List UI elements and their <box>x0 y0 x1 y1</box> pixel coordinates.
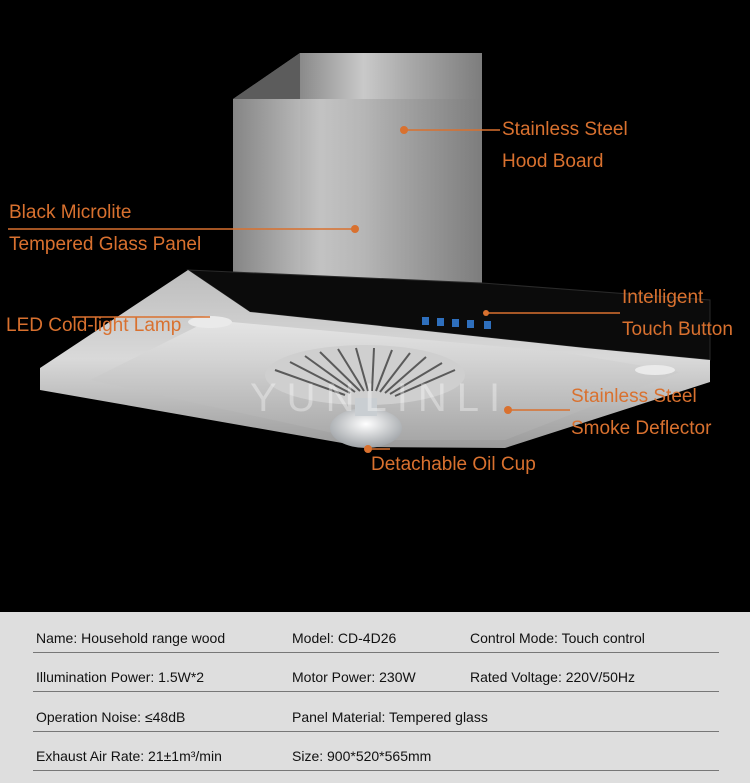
spec-cell: Model: CD-4D26 <box>292 630 397 646</box>
callout-line: Stainless Steel <box>571 386 697 407</box>
brand-watermark: YUNLINLI <box>250 376 511 420</box>
spec-cell: Exhaust Air Rate: 21±1m³/min <box>36 748 222 764</box>
callout-line: Hood Board <box>502 151 604 172</box>
callout-led-lamp: LED Cold-light Lamp <box>6 315 182 336</box>
callout-oil-cup: Detachable Oil Cup <box>371 454 536 475</box>
spec-row <box>33 742 719 771</box>
spec-cell: Illumination Power: 1.5W*2 <box>36 669 205 685</box>
spec-table <box>0 612 750 783</box>
led-lamp-right <box>635 365 675 375</box>
callout-line: Touch Button <box>622 319 733 340</box>
callout-touch-button <box>622 282 733 346</box>
spec-cell: Size: 900*520*565mm <box>292 748 432 764</box>
spec-cell: Operation Noise: ≤48dB <box>36 709 186 725</box>
spec-cell: Panel Material: Tempered glass <box>292 709 488 725</box>
spec-cell: Motor Power: 230W <box>292 669 416 685</box>
callout-line: Black Microlite <box>9 202 132 223</box>
spec-cell: Control Mode: Touch control <box>470 630 645 646</box>
spec-row <box>33 703 719 732</box>
led-lamp-left <box>188 316 232 328</box>
spec-cell: Rated Voltage: 220V/50Hz <box>470 669 636 685</box>
callout-smoke-deflector <box>571 381 711 445</box>
callout-line: Stainless Steel <box>502 119 628 140</box>
callout-line: Intelligent <box>622 287 704 308</box>
callout-line: Smoke Deflector <box>571 418 712 439</box>
callout-line: Tempered Glass Panel <box>9 234 202 255</box>
spec-row <box>33 663 719 692</box>
spec-cell: Name: Household range wood <box>36 630 226 646</box>
callout-hood-board <box>502 114 628 178</box>
spec-row <box>33 624 719 653</box>
callout-glass-panel <box>9 197 201 261</box>
